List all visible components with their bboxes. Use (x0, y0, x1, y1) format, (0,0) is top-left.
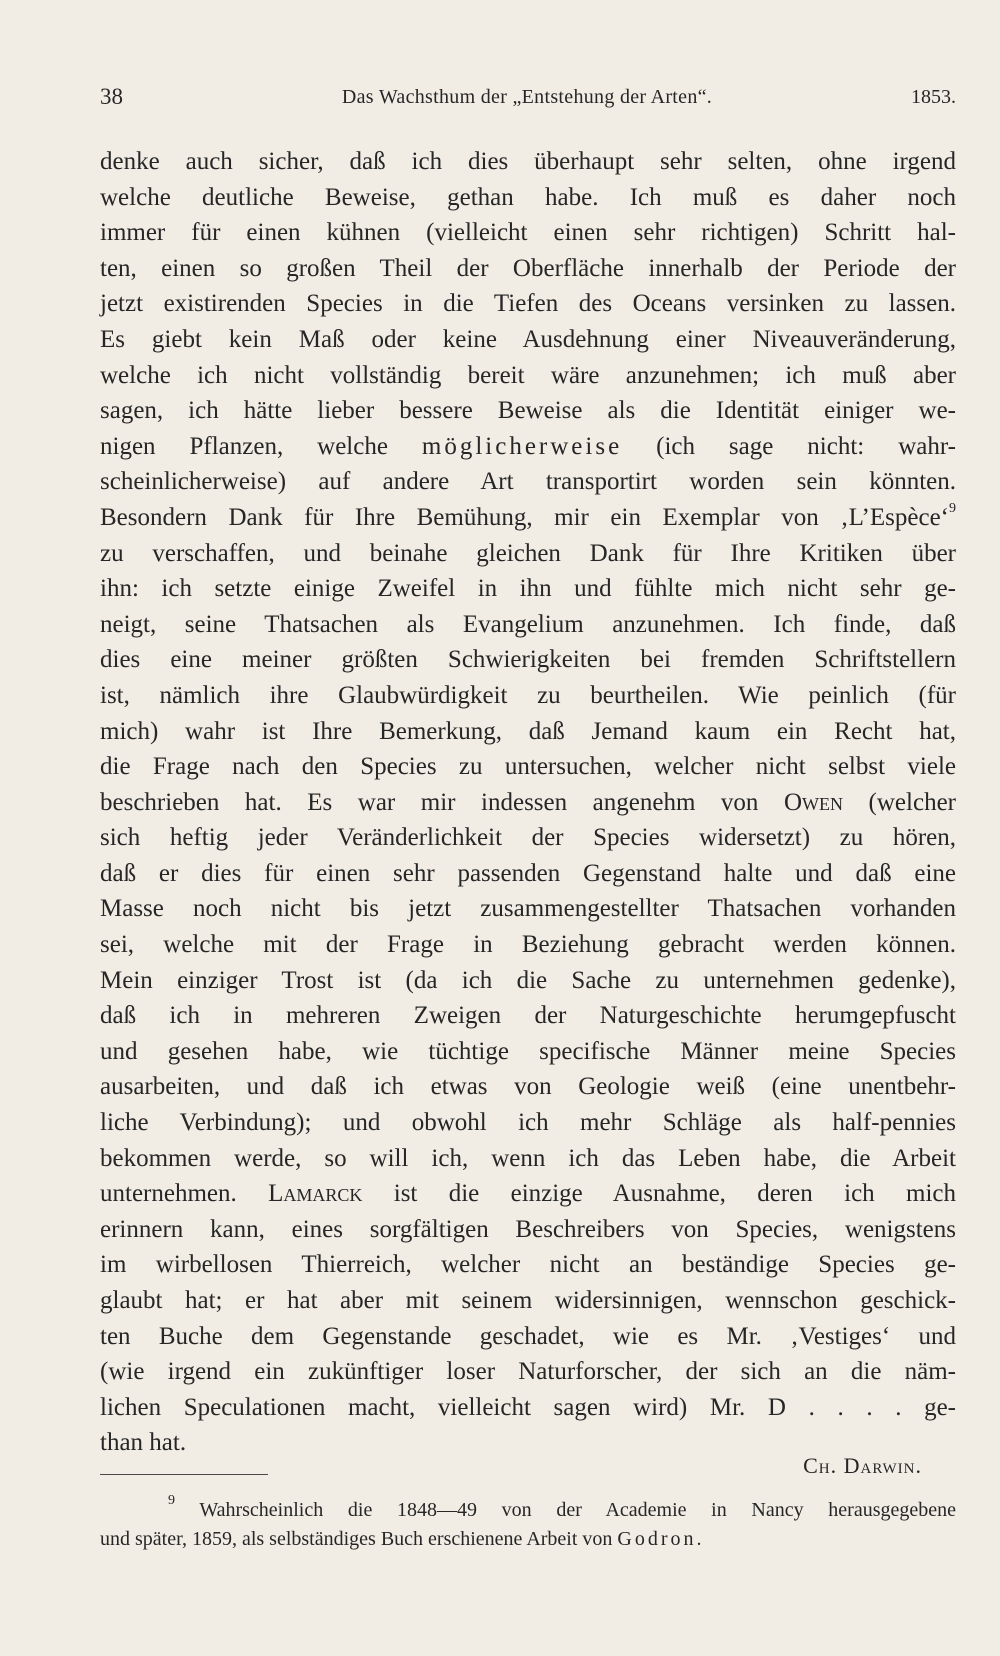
body-line-text: Besondern Dank für Ihre Bemühung, mir ein Exemplar von ‚L’Espèce‘ (100, 503, 949, 531)
body-line: ausarbeiten, und daß ich etwas von Geologie weiß (eine unentbehr- (100, 1073, 956, 1101)
body-line: glaubt hat; er hat aber mit seinem widersinnigen, wennschon geschick- (100, 1287, 956, 1314)
body-line-text: unternehmen. (100, 1180, 269, 1208)
body-line: liche Verbindung); und obwohl ich mehr Schläge als half-pennies (100, 1109, 956, 1137)
running-title: Das Wachsthum der „Entstehung der Arten“. (341, 85, 713, 108)
body-line (100, 1176, 956, 1212)
body-line: ten, einen so großen Theil der Oberfläche innerhalb der Periode der (100, 254, 956, 282)
body-line: erinnern kann, eines sorgfältigen Beschreibers von Species, wenigstens (100, 1215, 956, 1243)
footnote-text-2-end: . (696, 1528, 702, 1550)
body-line-text: ist die einzige Ausnahme, deren ich mich (362, 1180, 956, 1208)
body-line: Mein einziger Trost ist (da ich die Sache zu unternehmen gedenke), (100, 966, 956, 994)
body-line: welche ich nicht vollständig bereit wäre anzunehmen; ich muß aber (100, 361, 956, 389)
footnote-marker: 9 (168, 1493, 175, 1509)
body-line: zu verschaffen, und beinahe gleichen Dank für Ihre Kritiken über (100, 539, 956, 567)
footnote-line-2 (100, 1525, 956, 1554)
person-name: Lamarck (268, 1180, 363, 1208)
footnote-divider (100, 1474, 268, 1475)
body-line (100, 785, 956, 821)
body-line: sich heftig jeder Veränderlichkeit der Species widersetzt) zu hören, (100, 824, 956, 852)
emphasized-word: möglicherweise (421, 432, 623, 460)
body-line: daß er dies für einen sehr passenden Gegenstand halte und daß eine (100, 859, 956, 887)
body-line-text: (ich sage nicht: wahr- (622, 432, 956, 460)
letter-body-text (100, 144, 956, 1461)
footnote (100, 1493, 956, 1554)
body-line: than hat. (100, 1429, 187, 1457)
body-line: (wie irgend ein zukünftiger loser Naturforscher, der sich an die näm- (100, 1358, 956, 1386)
body-line: bekommen werde, so will ich, wenn ich das Leben habe, die Arbeit (100, 1144, 956, 1172)
footnote-text-2: und später, 1859, als selbständiges Buch erschienene Arbeit von (100, 1528, 618, 1550)
body-line: und gesehen habe, wie tüchtige specifische Männer meine Species (100, 1037, 956, 1065)
body-line (100, 500, 956, 536)
body-line: Es giebt kein Maß oder keine Ausdehnung einer Niveauveränderung, (100, 325, 956, 353)
body-line: Masse noch nicht bis jetzt zusammengestellter Thatsachen vorhanden (100, 895, 956, 923)
body-line: scheinlicherweise) auf andere Art transportirt worden sein könnten. (100, 468, 956, 496)
body-line: ist, nämlich ihre Glaubwürdigkeit zu beurtheilen. Wie peinlich (für (100, 681, 956, 709)
footnote-line-1 (100, 1493, 956, 1525)
footnote-text-1: Wahrscheinlich die 1848—49 von der Academie in Nancy herausgegebene (199, 1499, 956, 1521)
body-line: im wirbellosen Thierreich, welcher nicht an beständige Species ge- (100, 1251, 956, 1279)
body-line-text: beschrieben hat. Es war mir indessen angenehm von (100, 788, 784, 816)
running-year: 1853. (910, 85, 956, 108)
body-line: mich) wahr ist Ihre Bemerkung, daß Jemand kaum ein Recht hat, (100, 717, 956, 745)
body-line (100, 429, 956, 465)
body-line-text: (welcher (843, 788, 956, 816)
person-name: Owen (783, 788, 844, 816)
body-line: jetzt existirenden Species in die Tiefen des Oceans versinken zu lassen. (100, 290, 956, 318)
body-line: die Frage nach den Species zu untersuchen, welcher nicht selbst viele (100, 753, 956, 781)
running-head (100, 80, 956, 114)
body-line: lichen Speculationen macht, vielleicht sagen wird) Mr. D . . . . ge- (100, 1393, 956, 1421)
body-line: dies eine meiner größten Schwierigkeiten bei fremden Schriftstellern (100, 646, 956, 674)
body-line: neigt, seine Thatsachen als Evangelium anzunehmen. Ich finde, daß (100, 610, 956, 638)
body-line: welche deutliche Beweise, gethan habe. Ich muß es daher noch (100, 183, 956, 211)
body-line: immer für einen kühnen (vielleicht einen sehr richtigen) Schritt hal- (100, 219, 956, 247)
signature: Ch. Darwin. (803, 1453, 922, 1478)
page-number: 38 (100, 84, 123, 109)
body-line-text: nigen Pflanzen, welche (100, 432, 422, 460)
body-line: ten Buche dem Gegenstande geschadet, wie es Mr. ‚Vestiges‘ und (100, 1322, 956, 1350)
body-line: ihn: ich setzte einige Zweifel in ihn und fühlte mich nicht sehr ge- (100, 575, 956, 603)
body-line: daß ich in mehreren Zweigen der Naturgeschichte herumgepfuscht (100, 1002, 956, 1030)
body-line: sagen, ich hätte lieber bessere Beweise als die Identität einiger we- (100, 397, 956, 425)
footnote-author-name: Godron (617, 1528, 697, 1550)
body-line: denke auch sicher, daß ich dies überhaupt sehr selten, ohne irgend (100, 148, 956, 175)
footnote-reference: 9 (949, 500, 956, 516)
body-line: sei, welche mit der Frage in Beziehung gebracht werden können. (100, 931, 956, 959)
